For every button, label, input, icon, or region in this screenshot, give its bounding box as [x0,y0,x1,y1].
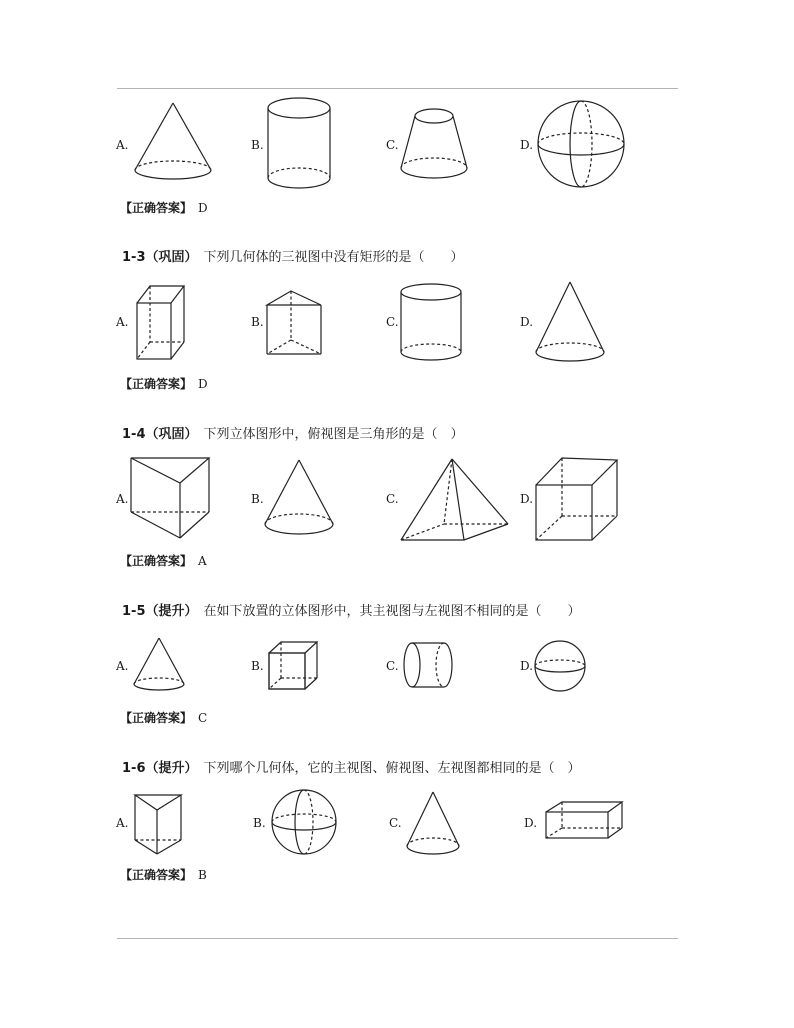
answer-line [120,200,208,216]
sphere-shape [534,640,604,696]
triangular-prism-shape [265,288,345,360]
option-label: B. [251,659,264,673]
sphere-shape [271,788,351,860]
answer-tag: 【正确答案】 [120,711,193,725]
answer-line [120,376,208,392]
cylinder-shape [400,282,480,366]
option-label: C. [386,492,399,506]
option-label: D. [520,492,534,506]
cone-shape [130,100,240,190]
option-label: B. [253,816,266,830]
answer-tag: 【正确答案】 [120,554,193,568]
answer-tag: 【正确答案】 [120,377,193,391]
answer-line [120,553,207,569]
sphere-shape [536,100,636,192]
question-1-5 [122,603,581,621]
cone-shape [405,790,485,860]
lying-cylinder-shape [402,640,472,694]
option-label: A. [116,315,129,329]
question-text: 下列哪个几何体，它的主视图、俯视图、左视图都相同的是（ ） [203,761,581,776]
cube-shape [267,640,327,696]
question-level: （巩固） [145,250,198,265]
option-label: C. [386,138,399,152]
footer-rule [117,938,678,939]
option-label: A. [116,659,129,673]
question-text: 下列几何体的三视图中没有矩形的是（ ） [203,250,464,265]
option-label: B. [251,138,264,152]
question-level: （提升） [145,761,198,776]
answer-line [120,867,207,883]
question-1-6 [122,760,581,778]
option-label: B. [251,492,264,506]
triangular-prism-shape [133,790,203,860]
question-text: 下列立体图形中，俯视图是三角形的是（ ） [203,427,464,442]
header-rule [117,88,678,89]
option-label: B. [251,315,264,329]
cube-shape [534,456,634,546]
option-label: A. [116,138,129,152]
question-text: 在如下放置的立体图形中，其主视图与左视图不相同的是（ ） [203,604,581,619]
square-pyramid-shape [400,456,520,546]
question-1-3 [122,249,464,267]
triangular-prism-shape [128,456,228,542]
box-shape [136,283,196,363]
answer-value: C [198,711,208,725]
option-label: C. [386,315,399,329]
question-number: 1-3 [122,250,146,265]
question-1-4 [122,426,464,444]
answer-value: D [198,377,208,391]
option-label: D. [524,816,538,830]
cuboid-shape [544,800,644,846]
cylinder-shape [267,96,347,192]
question-level: （巩固） [145,427,198,442]
frustum-shape [400,100,490,186]
option-label: D. [520,315,534,329]
answer-value: B [198,868,207,882]
cone-shape [132,636,202,696]
answer-tag: 【正确答案】 [120,868,193,882]
option-label: A. [116,816,129,830]
question-level: （提升） [145,604,198,619]
cone-shape [534,280,624,366]
answer-line [120,710,207,726]
option-label: D. [520,659,534,673]
question-number: 1-5 [122,604,146,619]
answer-value: D [198,201,208,215]
answer-tag: 【正确答案】 [120,201,193,215]
question-number: 1-6 [122,761,146,776]
option-label: D. [520,138,534,152]
answer-value: A [198,554,207,568]
option-label: C. [389,816,402,830]
option-label: A. [116,492,129,506]
question-number: 1-4 [122,427,146,442]
option-label: C. [386,659,399,673]
cone-shape [263,458,353,542]
